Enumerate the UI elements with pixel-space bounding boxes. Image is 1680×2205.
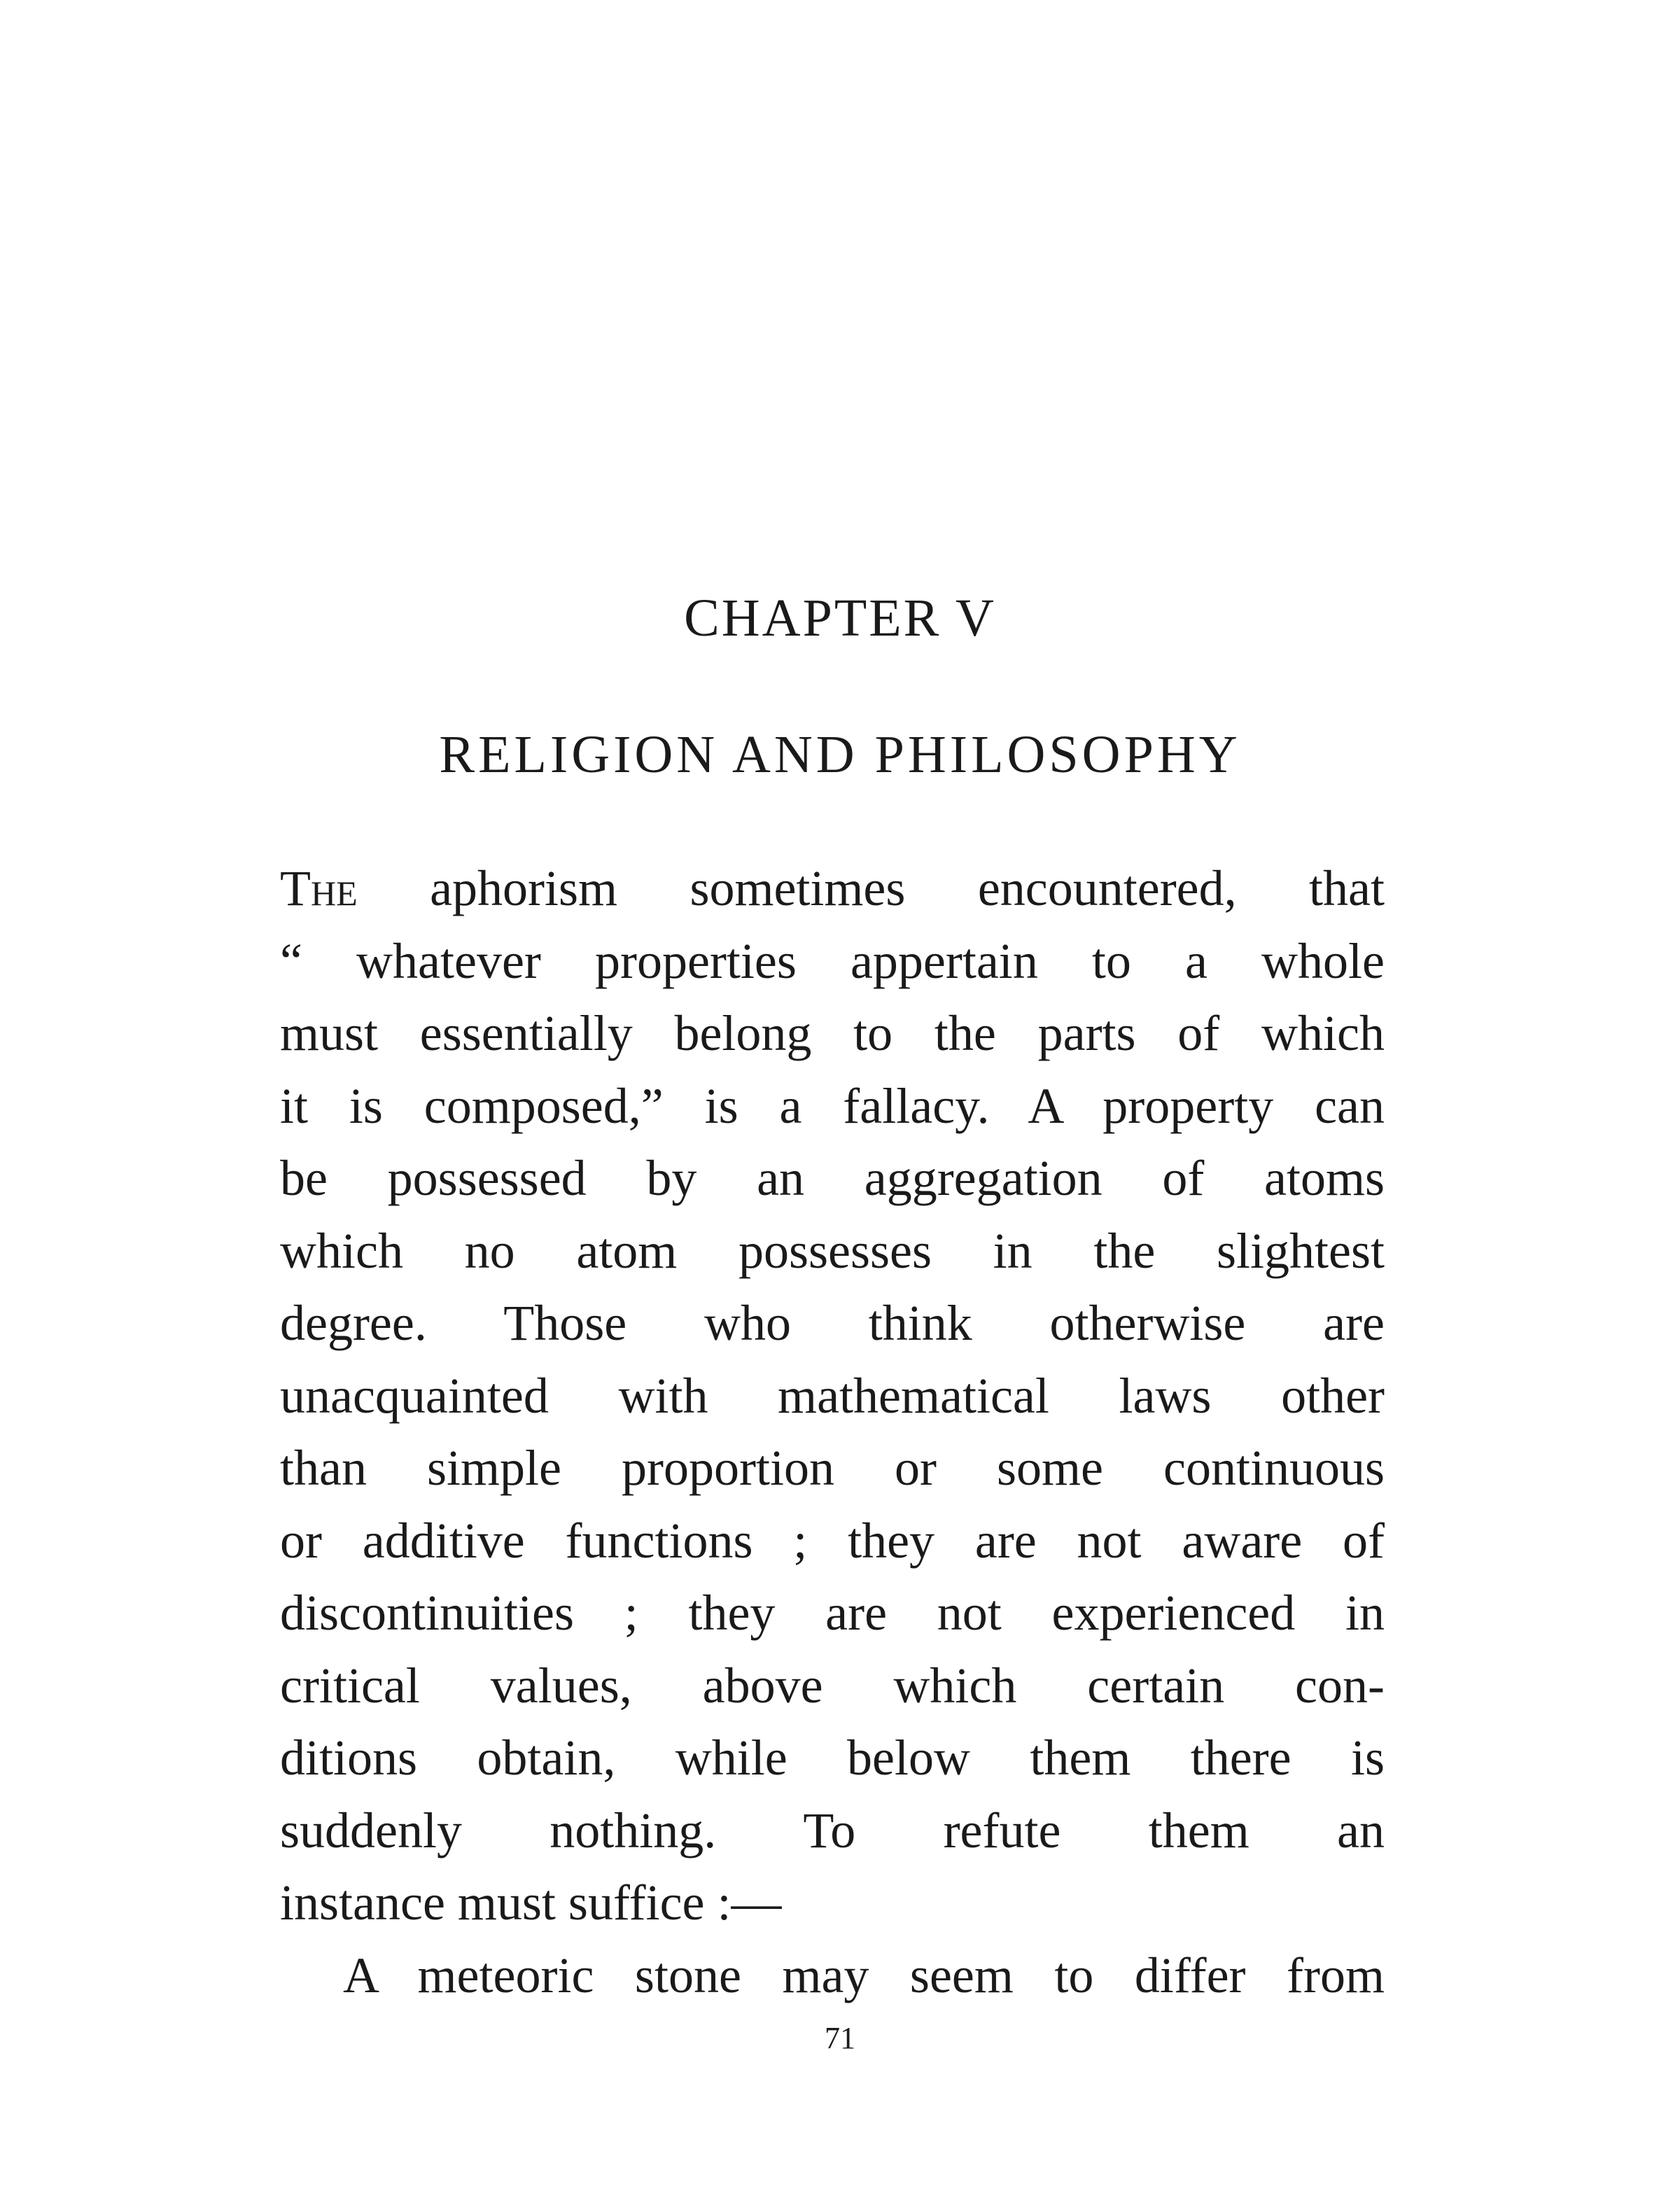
first-line-rest: aphorism sometimes encountered, that: [430, 860, 1385, 916]
text-line: which no atom possesses in the slightest: [280, 1222, 1385, 1279]
lead-word: The: [280, 860, 358, 916]
text-line: degree. Those who think otherwise are: [280, 1295, 1385, 1351]
text-line: discontinuities ; they are not experienced in: [280, 1585, 1385, 1641]
text-line: [280, 853, 1385, 925]
text-line: be possessed by an aggregation of atoms: [280, 1150, 1385, 1206]
text-line: suddenly nothing. To refute them an: [280, 1802, 1385, 1858]
text-line: A meteoric stone may seem to differ from: [343, 1947, 1385, 2003]
chapter-number: CHAPTER V: [684, 589, 996, 648]
body-text: [280, 853, 1385, 2012]
text-line: “ whatever properties appertain to a whole: [280, 932, 1385, 989]
text-line: it is composed,” is a fallacy. A property can: [280, 1077, 1385, 1134]
text-line: than simple proportion or some continuous: [280, 1440, 1385, 1496]
text-line: ditions obtain, while below them there is: [280, 1730, 1385, 1786]
text-line: instance must suffice :—: [280, 1875, 782, 1931]
text-line: must essentially belong to the parts of which: [280, 1005, 1385, 1061]
text-line: critical values, above which certain con-: [280, 1657, 1385, 1714]
chapter-title: RELIGION AND PHILOSOPHY: [439, 725, 1241, 784]
page-number: 71: [825, 2021, 855, 2055]
text-line: unacquainted with mathematical laws other: [280, 1367, 1385, 1424]
text-line: or additive functions ; they are not aware of: [280, 1512, 1385, 1569]
